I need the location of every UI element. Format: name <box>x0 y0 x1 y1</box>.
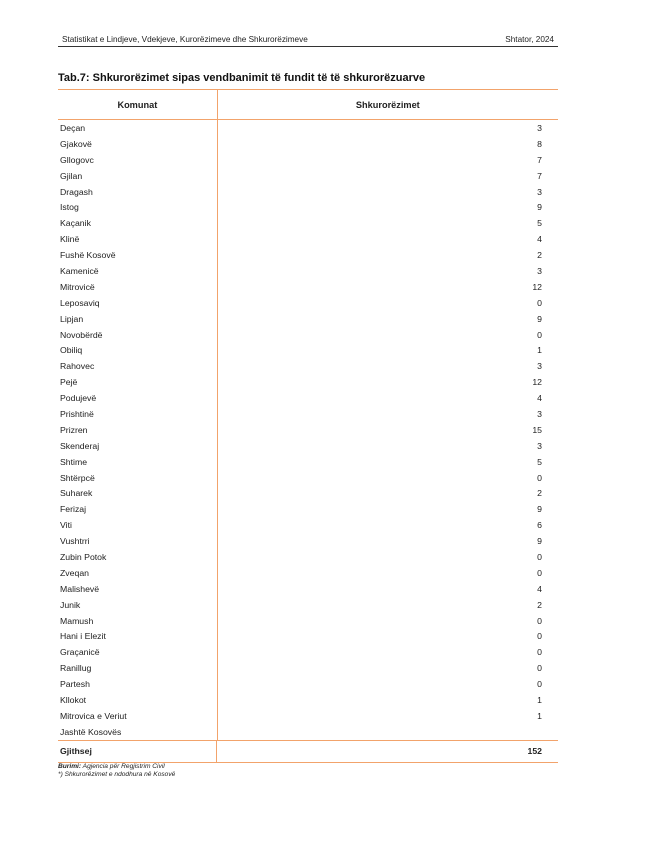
municipality-cell: Ferizaj <box>60 504 87 515</box>
divorces-cell: 0 <box>537 472 542 483</box>
table-row <box>58 152 558 168</box>
municipality-cell: Prizren <box>60 424 88 435</box>
table-row <box>58 597 558 613</box>
municipality-cell: Deçan <box>60 122 86 133</box>
municipality-cell: Mamush <box>60 615 94 626</box>
table-row <box>58 485 558 501</box>
municipality-cell: Suharek <box>60 488 93 499</box>
municipality-cell: Graçanicë <box>60 647 100 658</box>
municipality-cell: Shtime <box>60 456 88 467</box>
table-row <box>58 644 558 660</box>
divorces-cell: 3 <box>537 122 542 133</box>
table-row <box>58 247 558 263</box>
divorces-cell: 0 <box>537 647 542 658</box>
divorces-cell: 0 <box>537 567 542 578</box>
page-header <box>58 34 558 47</box>
municipality-cell: Skenderaj <box>60 440 100 451</box>
table-row <box>58 184 558 200</box>
table-row <box>58 136 558 152</box>
municipality-cell: Lipjan <box>60 313 84 324</box>
divorces-cell: 9 <box>537 313 542 324</box>
table-header <box>58 90 558 120</box>
table-row <box>58 533 558 549</box>
divorces-cell: 0 <box>537 663 542 674</box>
municipality-cell: Gjilan <box>60 170 83 181</box>
divorces-cell: 2 <box>537 250 542 261</box>
table-row <box>58 327 558 343</box>
table-row <box>58 517 558 533</box>
municipality-cell: Malishevë <box>60 583 100 594</box>
divorces-cell: 2 <box>537 599 542 610</box>
table-row <box>58 708 558 724</box>
divorces-cell: 9 <box>537 202 542 213</box>
table-row <box>58 263 558 279</box>
header-date: Shtator, 2024 <box>505 35 554 44</box>
municipality-cell: Zubin Potok <box>60 551 107 562</box>
divorces-cell: 12 <box>532 281 542 292</box>
footnote: *) Shkurorëzimet e ndodhura në Kosovë <box>58 771 176 778</box>
header-title: Statistikat e Lindjeve, Vdekjeve, Kurorëzimeve dhe Shkurorëzimeve <box>62 35 308 44</box>
municipality-cell: Kamenicë <box>60 265 99 276</box>
municipality-cell: Vushtrri <box>60 536 90 547</box>
divorces-cell: 5 <box>537 456 542 467</box>
divorces-cell: 4 <box>537 393 542 404</box>
divorces-cell: 3 <box>537 408 542 419</box>
divorces-cell: 9 <box>537 536 542 547</box>
municipality-cell: Istog <box>60 202 79 213</box>
table-row <box>58 231 558 247</box>
table-row <box>58 438 558 454</box>
divorces-cell: 1 <box>537 345 542 356</box>
table-notes <box>58 763 175 779</box>
table-row <box>58 660 558 676</box>
table-row <box>58 454 558 470</box>
municipality-cell: Novobërdë <box>60 329 103 340</box>
divorces-cell: 1 <box>537 695 542 705</box>
table-row <box>58 565 558 581</box>
divorces-cell: 3 <box>537 265 542 276</box>
source-text: Agjencia për Regjistrim Civil <box>81 763 165 770</box>
table-row <box>58 295 558 311</box>
table-row <box>58 724 558 740</box>
table-row <box>58 406 558 422</box>
municipality-cell: Fushë Kosovë <box>60 250 116 261</box>
column-header-municipality: Komunat <box>58 90 218 119</box>
column-header-divorces: Shkurorëzimet <box>355 99 420 110</box>
municipality-cell: Ranillug <box>60 663 92 674</box>
table-row <box>58 168 558 184</box>
table-row <box>58 215 558 231</box>
divorces-cell: 12 <box>532 377 542 388</box>
table-row <box>58 549 558 565</box>
table-row <box>58 470 558 486</box>
table-row <box>58 120 558 136</box>
municipality-cell: Junik <box>60 599 81 610</box>
divorces-cell: 0 <box>537 329 542 340</box>
municipality-cell: Mitrovica e Veriut <box>60 710 127 721</box>
table-row <box>58 358 558 374</box>
table-body <box>58 120 558 740</box>
table-row <box>58 501 558 517</box>
divorces-cell: 6 <box>537 520 542 531</box>
divorces-cell: 7 <box>537 154 542 165</box>
source-note <box>58 763 175 771</box>
municipality-cell: Dragash <box>60 186 93 197</box>
municipality-cell: Shtërpcë <box>60 472 95 483</box>
municipality-cell: Zveqan <box>60 567 89 578</box>
divorces-cell: 0 <box>537 615 542 626</box>
municipality-cell: Klinë <box>60 234 80 245</box>
divorces-cell: 8 <box>537 138 542 149</box>
municipality-cell: Pejë <box>60 377 78 388</box>
municipality-cell: Hani i Elezit <box>60 631 106 642</box>
municipality-cell: Leposaviq <box>60 297 100 308</box>
table-row <box>58 342 558 358</box>
divorces-table <box>58 89 558 763</box>
divorces-cell: 4 <box>537 583 542 594</box>
municipality-cell: Gllogovc <box>60 154 94 165</box>
municipality-cell: Jashtë Kosovës <box>60 726 122 737</box>
table-row <box>58 279 558 295</box>
divorces-cell: 3 <box>537 361 542 372</box>
table-title: Tab.7: Shkurorëzimet sipas vendbanimit të fundit të të shkurorëzuarve <box>58 72 426 84</box>
municipality-cell: Obiliq <box>60 345 83 356</box>
municipality-cell: Podujevë <box>60 393 97 404</box>
divorces-cell: 7 <box>537 170 542 181</box>
municipality-cell: Partesh <box>60 679 90 690</box>
table-row <box>58 374 558 390</box>
divorces-cell: 0 <box>537 631 542 642</box>
divorces-cell: 9 <box>537 504 542 515</box>
divorces-cell: 4 <box>537 234 542 245</box>
divorces-cell <box>217 724 558 740</box>
table-row <box>58 613 558 629</box>
divorces-cell: 3 <box>537 186 542 197</box>
table-row <box>58 676 558 692</box>
table-row <box>58 390 558 406</box>
table-row <box>58 581 558 597</box>
municipality-cell: Kaçanik <box>60 218 91 229</box>
municipality-cell: Mitrovicë <box>60 281 95 292</box>
municipality-cell: Prishtinë <box>60 408 94 419</box>
municipality-cell: Kllokot <box>60 695 87 705</box>
table-row <box>58 692 558 708</box>
total-value: 152 <box>527 746 542 757</box>
divorces-cell: 0 <box>537 551 542 562</box>
divorces-cell: 1 <box>537 710 542 721</box>
divorces-cell: 15 <box>532 424 542 435</box>
divorces-cell: 2 <box>537 488 542 499</box>
table-row <box>58 199 558 215</box>
table-row <box>58 311 558 327</box>
municipality-cell: Gjakovë <box>60 138 92 149</box>
divorces-cell: 5 <box>537 218 542 229</box>
total-label: Gjithsej <box>58 741 217 762</box>
divorces-cell: 0 <box>537 297 542 308</box>
table-row <box>58 629 558 645</box>
divorces-cell: 0 <box>537 679 542 690</box>
municipality-cell: Rahovec <box>60 361 95 372</box>
municipality-cell: Viti <box>60 520 72 531</box>
table-row <box>58 422 558 438</box>
table-total-row <box>58 740 558 763</box>
source-label: Burimi: <box>58 763 82 770</box>
divorces-cell: 3 <box>537 440 542 451</box>
